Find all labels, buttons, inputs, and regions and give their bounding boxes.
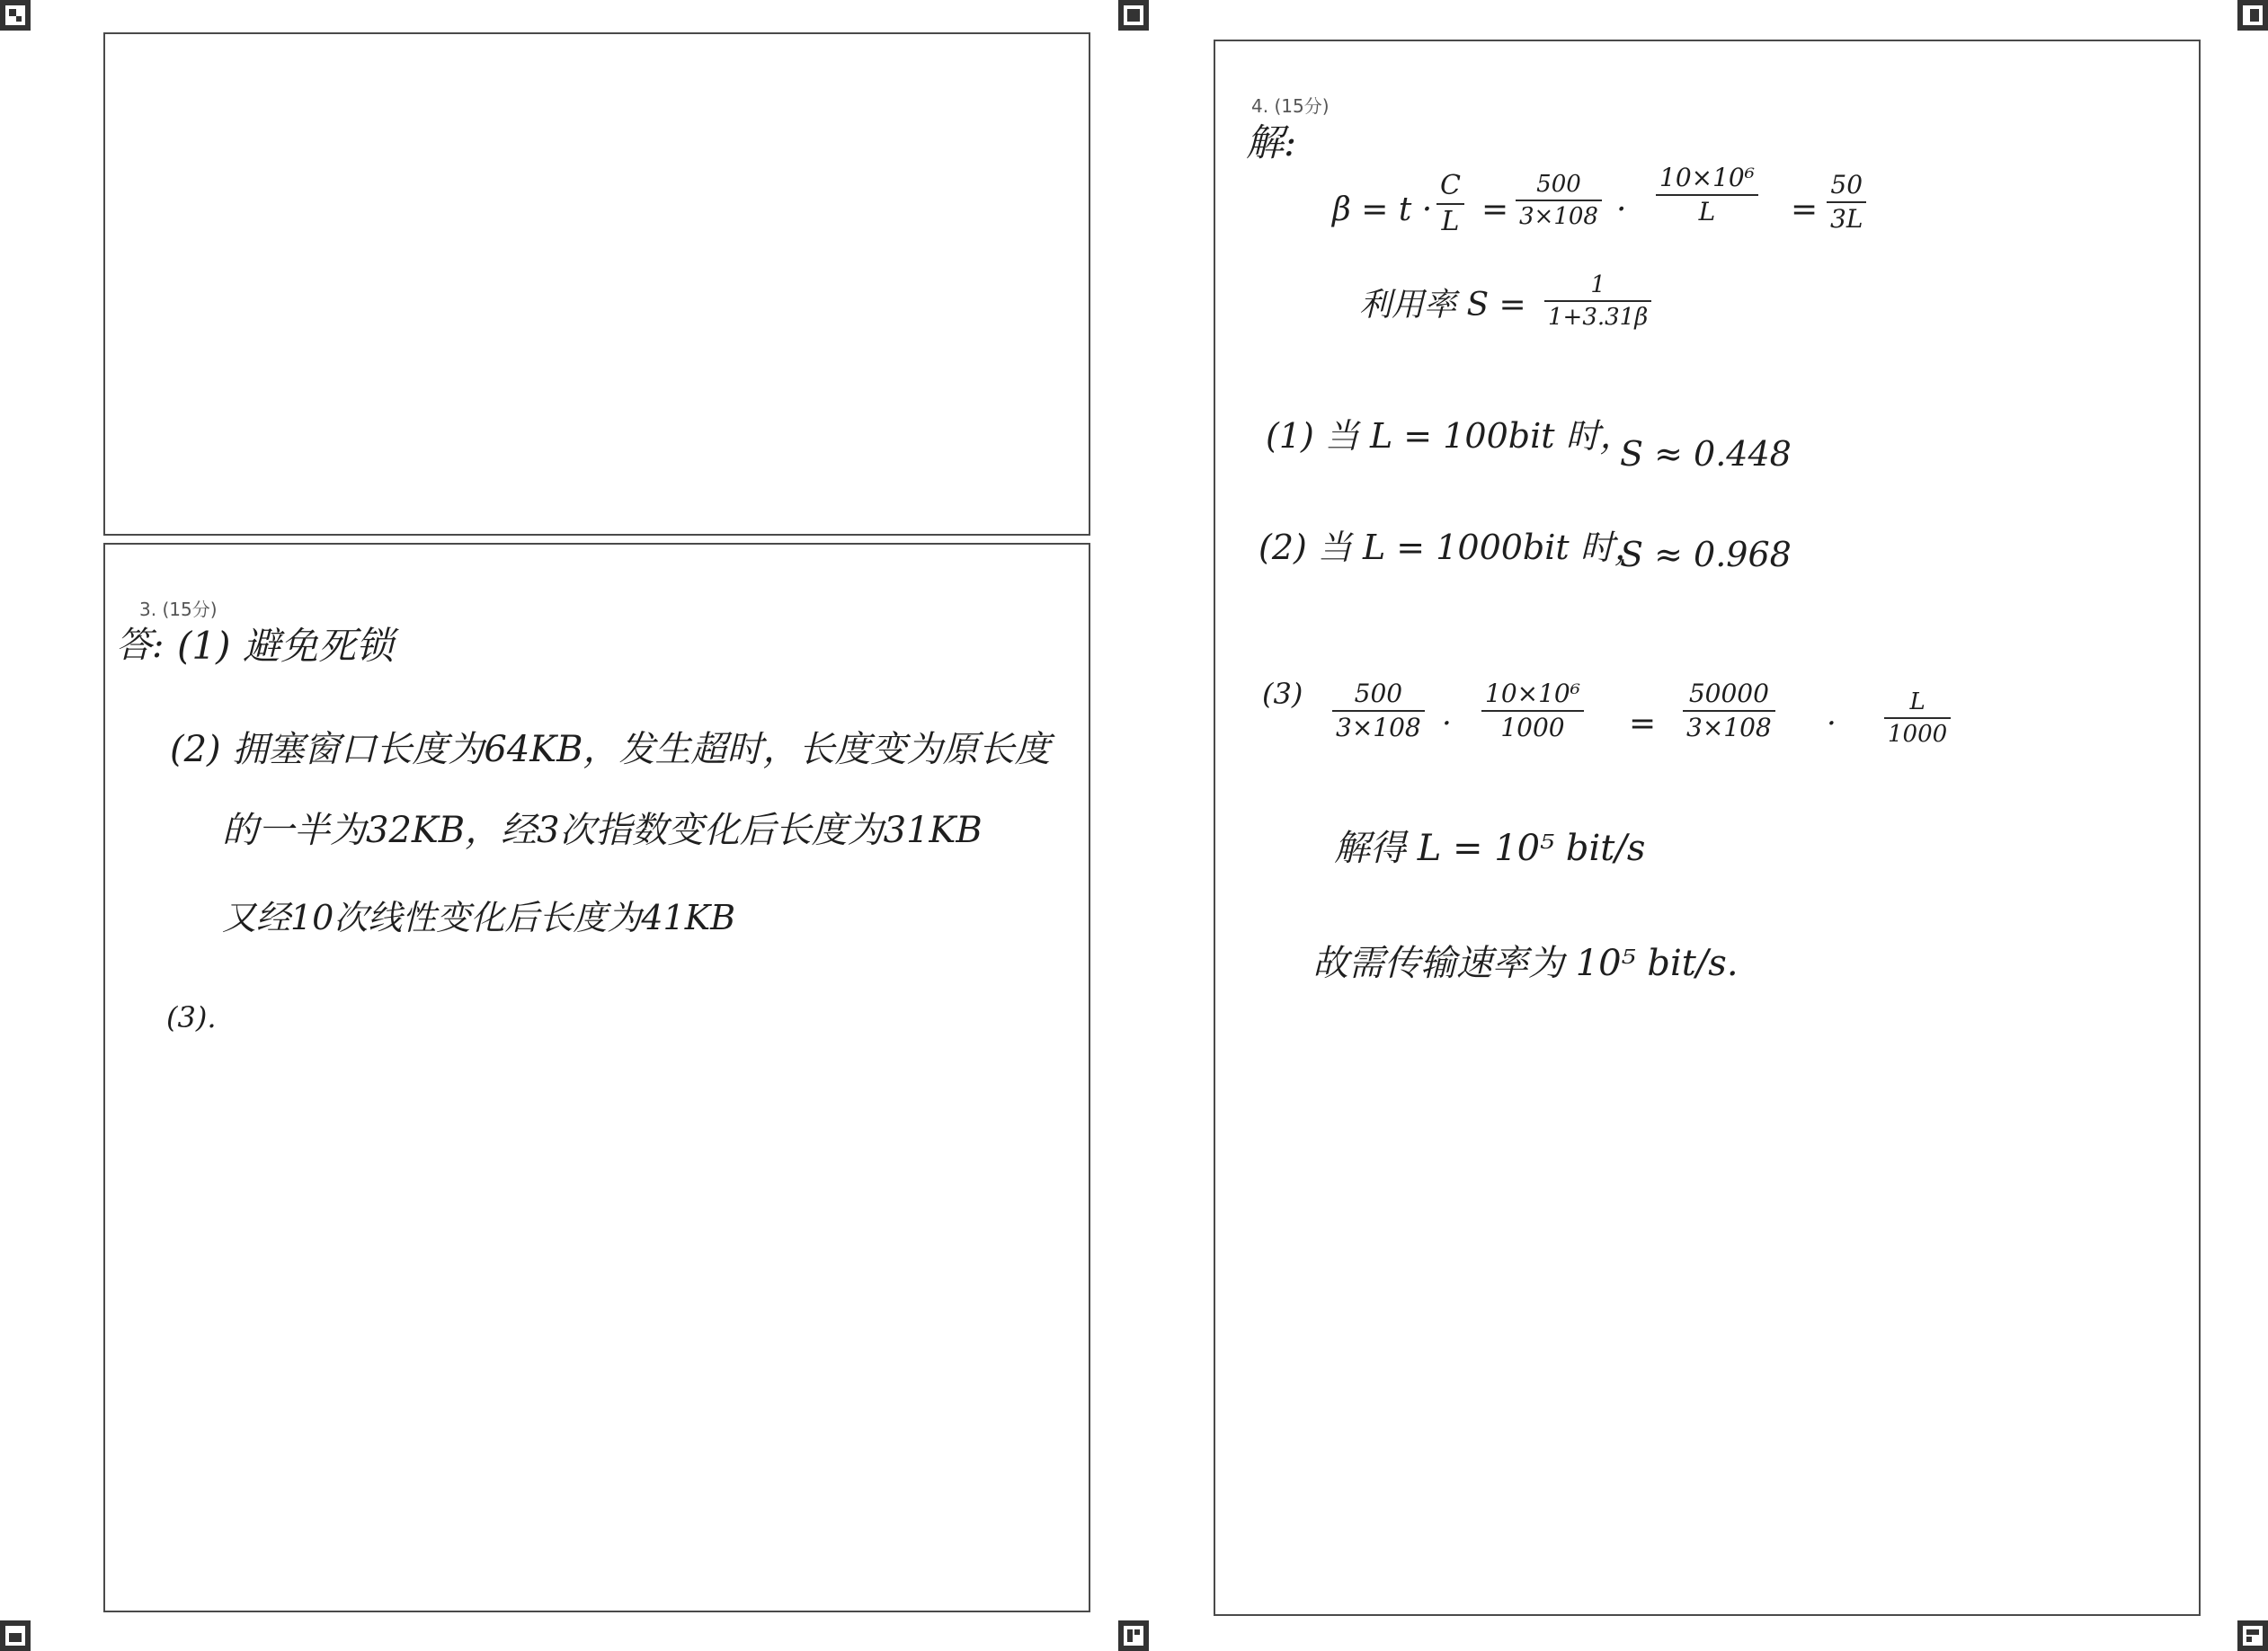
registration-marker xyxy=(0,1620,31,1651)
answer-line: (1) 避免死锁 xyxy=(177,624,394,668)
answer-line: 的一半为32KB，经3次指数变化后长度为31KB xyxy=(222,810,983,851)
registration-marker xyxy=(2237,0,2268,31)
answer-box-q4 xyxy=(1214,40,2201,1616)
equals-sign: = xyxy=(1481,191,1509,228)
answer-line: (2) 拥塞窗口长度为64KB，发生超时，长度变为原长度 xyxy=(170,729,1051,770)
equals-sign: = xyxy=(1629,706,1657,742)
question-header: 3. (15分) xyxy=(139,599,218,620)
registration-marker xyxy=(1118,0,1149,31)
equals-sign: = xyxy=(1791,191,1819,228)
fraction: 50 3L xyxy=(1827,173,1866,232)
answer-label: 答: xyxy=(116,625,165,666)
fraction: L 1000 xyxy=(1884,690,1951,746)
dot-operator: · xyxy=(1616,191,1627,228)
answer-line: (3). xyxy=(166,1000,217,1034)
fraction: 10×10⁶ L xyxy=(1656,165,1758,225)
registration-marker xyxy=(1118,1620,1149,1651)
solution-label: 解: xyxy=(1246,120,1297,164)
registration-marker xyxy=(2237,1620,2268,1651)
fraction: 500 3×108 xyxy=(1332,681,1425,741)
fraction: 10×10⁶ 1000 xyxy=(1481,681,1584,741)
formula-text: β = t · xyxy=(1332,191,1433,228)
result-line: (2) 当 L = 1000bit 时， xyxy=(1259,528,1649,567)
fraction: 1 1+3.31β xyxy=(1544,273,1651,329)
fraction: C L xyxy=(1436,173,1464,235)
result-line: 解得 L = 10⁵ bit/s xyxy=(1334,828,1646,869)
conclusion-line: 故需传输速率为 10⁵ bit/s. xyxy=(1312,943,1739,984)
answer-line: 又经10次线性变化后长度为41KB xyxy=(222,898,736,937)
answer-box-q2 xyxy=(103,32,1090,536)
question-header: 4. (15分) xyxy=(1251,95,1330,117)
result-value: S ≈ 0.448 xyxy=(1620,434,1792,474)
dot-operator: · xyxy=(1827,706,1837,741)
fraction: 50000 3×108 xyxy=(1683,681,1775,741)
part-label: (3) xyxy=(1262,677,1303,711)
result-line: (1) 当 L = 100bit 时， xyxy=(1266,416,1634,456)
dot-operator: · xyxy=(1442,706,1452,741)
result-value: S ≈ 0.968 xyxy=(1620,535,1792,574)
fraction: 500 3×108 xyxy=(1516,173,1602,228)
answer-box-q3 xyxy=(103,543,1090,1612)
registration-marker xyxy=(0,0,31,31)
formula-text: 利用率 S = xyxy=(1359,287,1526,324)
